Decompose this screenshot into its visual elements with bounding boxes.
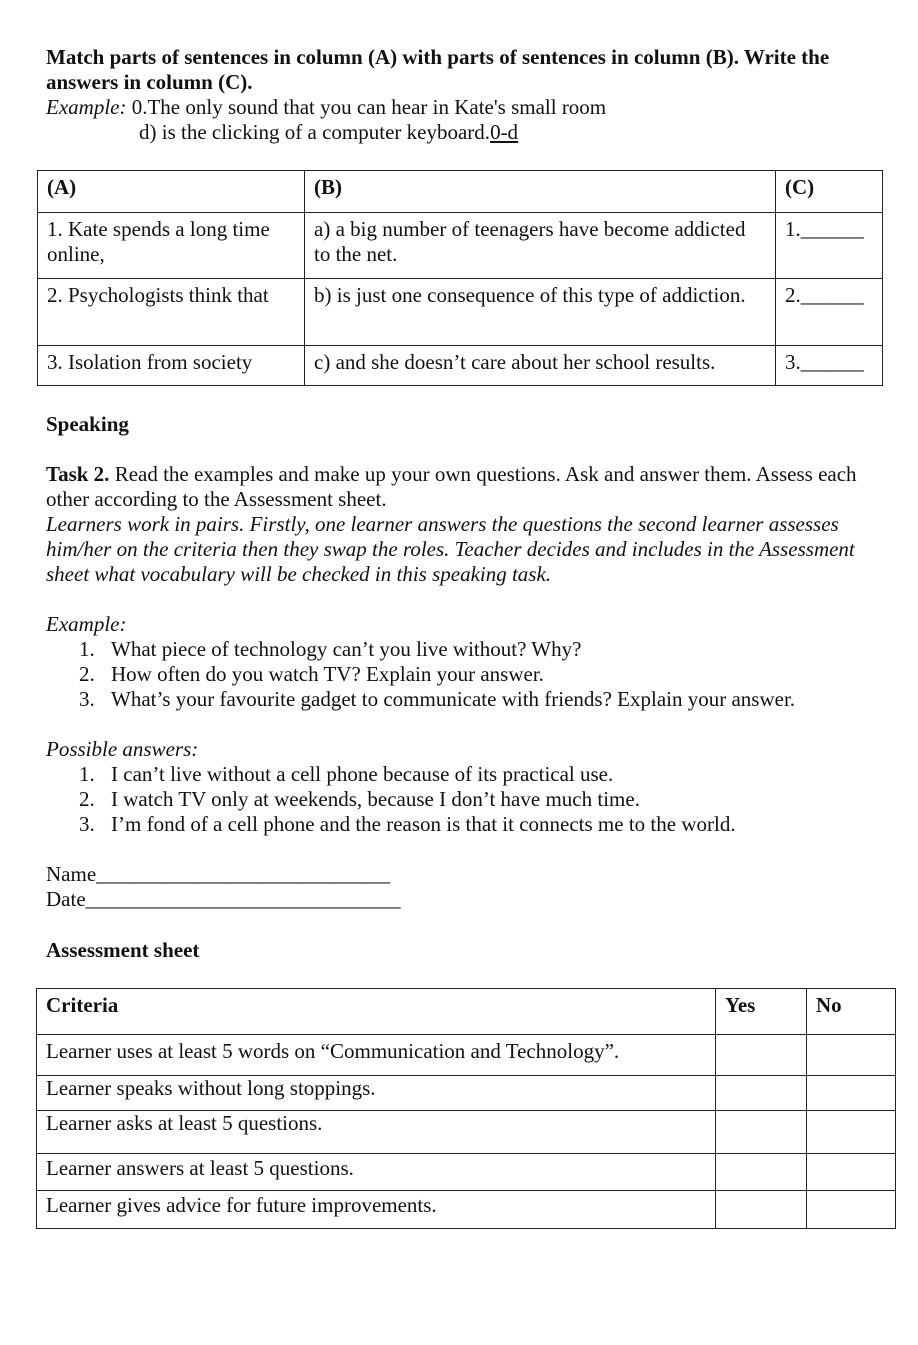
name-label: Name <box>46 862 97 886</box>
table-header-row <box>37 989 896 1035</box>
answer-blank[interactable]: 3.______ <box>776 346 883 386</box>
column-a-header: (A) <box>38 171 305 213</box>
task-text: Read the examples and make up your own questions. Ask and answer them. Assess each <box>109 462 857 486</box>
answer-blank[interactable]: 1.______ <box>776 213 883 279</box>
task-line-2: other according to the Assessment sheet. <box>46 487 387 511</box>
task-note-line-2: him/her on the criteria then they swap the roles. Teacher decides and includes in the Assessment <box>46 537 855 561</box>
cell-a: 2. Psychologists think that <box>38 279 305 346</box>
instruction-line-1: Match parts of sentences in column (A) with parts of sentences in column (B). Write the <box>46 45 830 69</box>
no-checkbox-cell[interactable] <box>807 1035 896 1076</box>
table-header-row <box>38 171 883 213</box>
cell-b: a) a big number of teenagers have become addicted to the net. <box>305 213 776 279</box>
table-row <box>38 346 883 386</box>
table-row <box>37 1154 896 1191</box>
column-c-header: (C) <box>776 171 883 213</box>
task-note-line-1: Learners work in pairs. Firstly, one learner answers the questions the second learner assesses <box>46 512 839 536</box>
example-line-2 <box>139 120 518 145</box>
possible-answers-list <box>46 762 906 837</box>
example-line-1 <box>46 95 606 120</box>
yes-checkbox-cell[interactable] <box>716 1154 807 1191</box>
example-questions-label: Example: <box>46 612 127 636</box>
possible-answers-label: Possible answers: <box>46 737 199 761</box>
no-header: No <box>807 989 896 1035</box>
instruction-line-2: answers in column (C). <box>46 70 253 94</box>
list-item: 2. How often do you watch TV? Explain your answer. <box>79 662 544 686</box>
date-label: Date <box>46 887 86 911</box>
date-line[interactable]: ______________________________ <box>85 887 401 911</box>
cell-a: 3. Isolation from society <box>38 346 305 386</box>
yes-header: Yes <box>716 989 807 1035</box>
table-row <box>37 1035 896 1076</box>
example-answer: 0-d <box>490 120 519 144</box>
criteria-cell: Learner uses at least 5 words on “Communication and Technology”. <box>37 1035 716 1076</box>
example-text: 0.The only sound that you can hear in Kate's small room <box>126 95 607 119</box>
no-checkbox-cell[interactable] <box>807 1111 896 1154</box>
name-line[interactable]: ____________________________ <box>96 862 391 886</box>
cell-a: 1. Kate spends a long time online, <box>38 213 305 279</box>
example-questions-list <box>46 637 906 712</box>
table-row <box>37 1111 896 1154</box>
date-field[interactable] <box>46 887 401 912</box>
table-row <box>37 1191 896 1229</box>
table-row <box>37 1076 896 1111</box>
criteria-cell: Learner answers at least 5 questions. <box>37 1154 716 1191</box>
cell-b: c) and she doesn’t care about her school results. <box>305 346 776 386</box>
no-checkbox-cell[interactable] <box>807 1154 896 1191</box>
list-item: 1. I can’t live without a cell phone because of its practical use. <box>79 762 614 786</box>
assessment-heading: Assessment sheet <box>46 938 200 962</box>
no-checkbox-cell[interactable] <box>807 1076 896 1111</box>
table-row <box>38 279 883 346</box>
cell-b: b) is just one consequence of this type of addiction. <box>305 279 776 346</box>
assessment-table <box>36 988 896 1229</box>
criteria-cell: Learner gives advice for future improvements. <box>37 1191 716 1229</box>
task-label: Task 2. <box>46 462 110 486</box>
list-item: 1. What piece of technology can’t you live without? Why? <box>79 637 582 661</box>
criteria-cell: Learner speaks without long stoppings. <box>37 1076 716 1111</box>
table-row <box>38 213 883 279</box>
no-checkbox-cell[interactable] <box>807 1191 896 1229</box>
answer-blank[interactable]: 2.______ <box>776 279 883 346</box>
matching-table <box>37 170 883 386</box>
criteria-header: Criteria <box>37 989 716 1035</box>
criteria-cell: Learner asks at least 5 questions. <box>37 1111 716 1154</box>
list-item: 3. What’s your favourite gadget to communicate with friends? Explain your answer. <box>79 687 796 711</box>
task-line-1 <box>46 462 857 487</box>
speaking-heading: Speaking <box>46 412 129 436</box>
name-field[interactable] <box>46 862 390 887</box>
example-label: Example: <box>46 95 127 119</box>
list-item: 2. I watch TV only at weekends, because I don’t have much time. <box>79 787 640 811</box>
list-item: 3. I’m fond of a cell phone and the reason is that it connects me to the world. <box>79 812 736 836</box>
column-b-header: (B) <box>305 171 776 213</box>
task-note-line-3: sheet what vocabulary will be checked in this speaking task. <box>46 562 552 586</box>
yes-checkbox-cell[interactable] <box>716 1076 807 1111</box>
example-option: d) is the clicking of a computer keyboard. <box>139 120 491 144</box>
yes-checkbox-cell[interactable] <box>716 1191 807 1229</box>
yes-checkbox-cell[interactable] <box>716 1111 807 1154</box>
yes-checkbox-cell[interactable] <box>716 1035 807 1076</box>
